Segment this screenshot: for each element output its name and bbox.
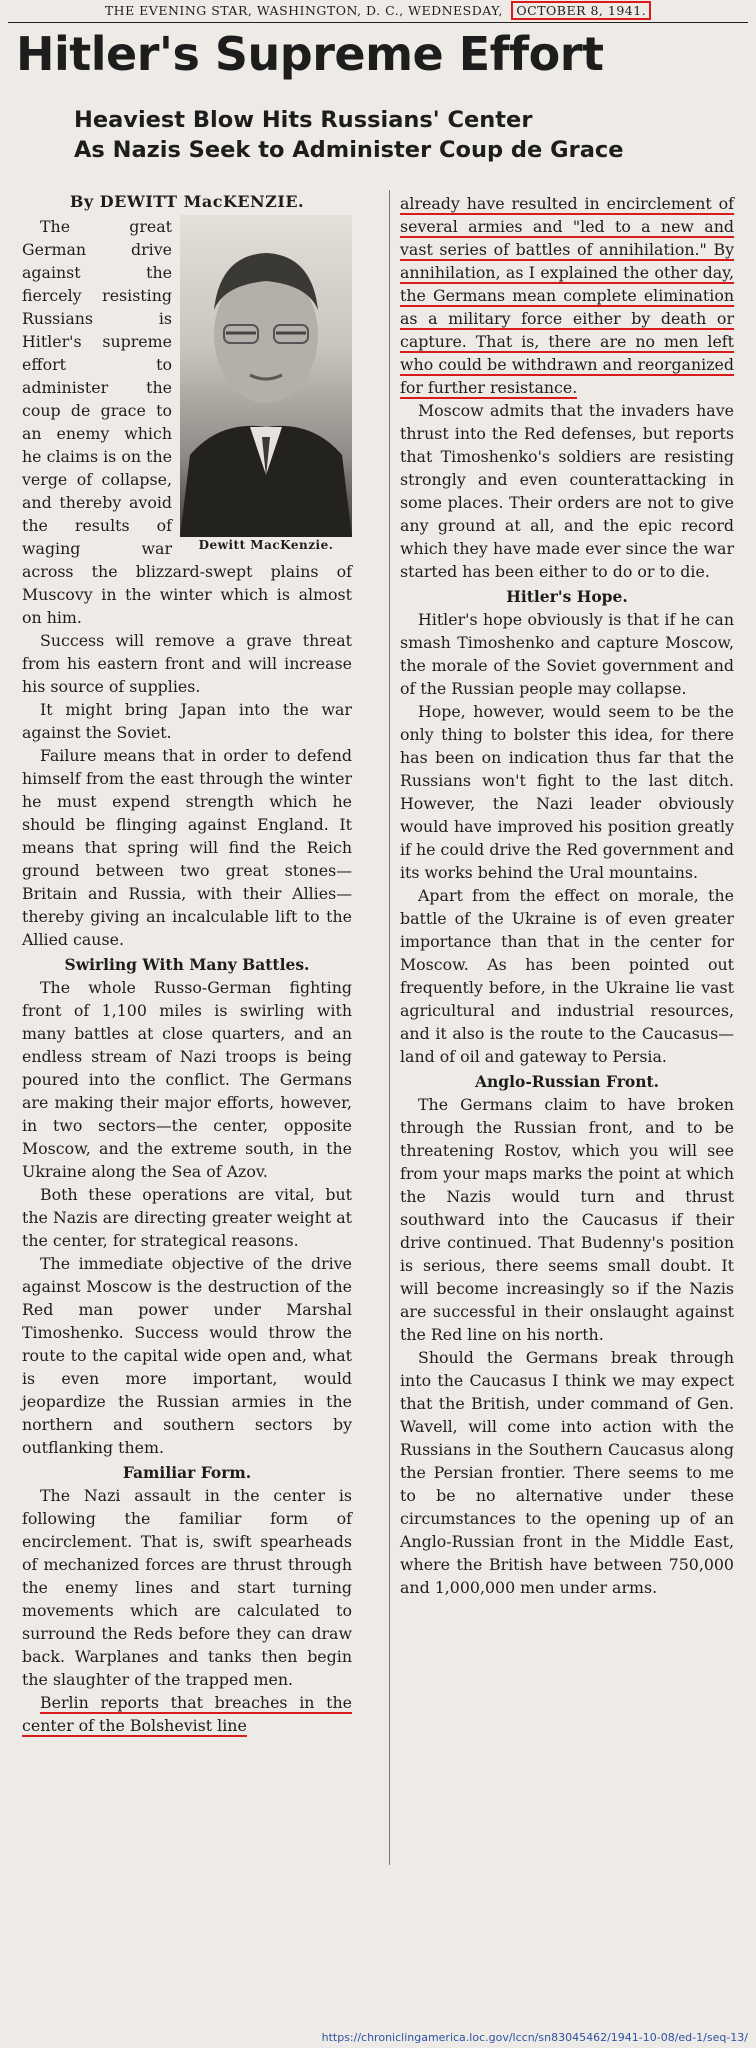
article-paragraph: Hitler's hope obviously is that if he can smash Timoshenko and capture Moscow, the morale of the Soviet government and of the Russian people may collapse. — [400, 610, 734, 698]
masthead — [0, 0, 756, 22]
author-photo — [180, 215, 352, 537]
article-paragraph: The Nazi assault in the center is following the familiar form of encirclement. That is, swift spearheads of mechanized forces are thrust through the enemy lines and start turning movements which are calculated to surround the Reds before they can draw back. Warplanes and tanks then begin the slaughter of the trapped men. — [22, 1486, 352, 1689]
deck-line-1: Heaviest Blow Hits Russians' Center — [74, 107, 533, 133]
article-paragraph: The whole Russo-German fighting front of 1,100 miles is swirling with many battles at close quarters, and an endless stream of Nazi troops is being poured into the conflict. The Germans are making their major efforts, however, in two sectors—the center, opposite Moscow, and the extreme south, in the Ukraine along the Sea of Azov. — [22, 978, 352, 1181]
section-subhead: Swirling With Many Battles. — [64, 955, 310, 974]
deck — [74, 105, 694, 165]
section-subhead: Anglo-Russian Front. — [474, 1072, 660, 1091]
article-paragraph: The great German drive against the fiercely resisting Russians is Hitler's supreme effort to administer the coup de grace to an enemy which he claims is on the verge of collapse, and thereby avoid the results of waging war across the blizzard-swept plains of Muscovy in the winter which is almost on him. — [22, 217, 352, 627]
photo-caption: Dewitt MacKenzie. — [198, 538, 334, 552]
article-paragraph: Apart from the effect on morale, the battle of the Ukraine is of even greater importance than that in the center for Moscow. As has been pointed out frequently before, in the Ukraine lie vast agricultural and industrial resources, and it also is the route to the Caucasus—land of oil and gateway to Persia. — [400, 886, 734, 1066]
left-column — [22, 190, 352, 1737]
right-column — [400, 192, 734, 1599]
byline: By DEWITT MacKENZIE. — [69, 192, 305, 211]
section-subhead: Familiar Form. — [122, 1463, 252, 1482]
masthead-rule — [8, 22, 748, 23]
article-paragraph: Moscow admits that the invaders have thrust into the Red defenses, but reports that Timoshenko's soldiers are resisting strongly and even counterattacking in some places. Their orders are not to give any ground at all, and the epic record which they have made ever since the war started has been either to do or to die. — [400, 401, 734, 581]
article-paragraph: It might bring Japan into the war against the Soviet. — [22, 700, 352, 742]
source-link[interactable]: https://chroniclingamerica.loc.gov/lccn/sn83045462/1941-10-08/ed-1/seq-13/ — [321, 2031, 748, 2044]
article-paragraph: The immediate objective of the drive against Moscow is the destruction of the Red man power under Marshal Timoshenko. Success would throw the route to the capital wide open and, what is even more important, would jeopardize the Russian armies in the northern and southern sectors by outflanking them. — [22, 1254, 352, 1457]
masthead-text: THE EVENING STAR, WASHINGTON, D. C., WEDNESDAY, — [104, 3, 503, 18]
column-divider — [389, 190, 390, 1865]
highlighted-text: already have resulted in encirclement of several armies and "led to a new and vast series of battles of annihilation." By annihilation, as I explained the other day, the Germans mean complete elimination as a military force either by death or capture. That is, there are no men left who could be withdrawn and reorganized for further resistance. — [400, 194, 734, 397]
section-subhead: Hitler's Hope. — [506, 587, 628, 606]
headline: Hitler's Supreme Effort — [16, 27, 604, 81]
article-paragraph — [22, 1691, 352, 1737]
article-paragraph: Success will remove a grave threat from his eastern front and will increase his source of supplies. — [22, 631, 352, 696]
article-paragraph: Failure means that in order to defend himself from the east through the winter he must expend strength which he should be flinging against England. It means that spring will find the Reich ground between two great stones—Britain and Russia, with their Allies—thereby giving an incalculable lift to the Allied cause. — [22, 746, 352, 949]
article-paragraph: Hope, however, would seem to be the only thing to bolster this idea, for there has been on indication thus far that the Russians won't fight to the last ditch. However, the Nazi leader obviously would have improved his position greatly if he could drive the Red government and its works behind the Ural mountains. — [400, 702, 734, 882]
article-paragraph: The Germans claim to have broken through the Russian front, and to be threatening Rostov, which you will see from your maps marks the point at which the Nazis would turn and thrust southward into the Caucasus if their drive continued. That Budenny's position is serious, there seems small doubt. It will become increasingly so if the Nazis are successful in their onslaught against the Red line on his north. — [400, 1095, 734, 1344]
highlighted-text: Berlin reports that breaches in the center of the Bolshevist line — [22, 1693, 352, 1735]
deck-line-2: As Nazis Seek to Administer Coup de Grace — [74, 137, 624, 163]
article-paragraph — [400, 192, 734, 399]
masthead-date: OCTOBER 8, 1941. — [511, 1, 651, 20]
article-paragraph: Both these operations are vital, but the Nazis are directing greater weight at the center, for strategical reasons. — [22, 1185, 352, 1250]
article-paragraph: Should the Germans break through into the Caucasus I think we may expect that the British, under command of Gen. Wavell, will come into action with the Russians in the Southern Caucasus along the Persian frontier. There seems to me to be no alternative under these circumstances to the opening up of an Anglo-Russian front in the Middle East, where the British have between 750,000 and 1,000,000 men under arms. — [400, 1348, 734, 1597]
author-photo-figure — [180, 215, 352, 553]
